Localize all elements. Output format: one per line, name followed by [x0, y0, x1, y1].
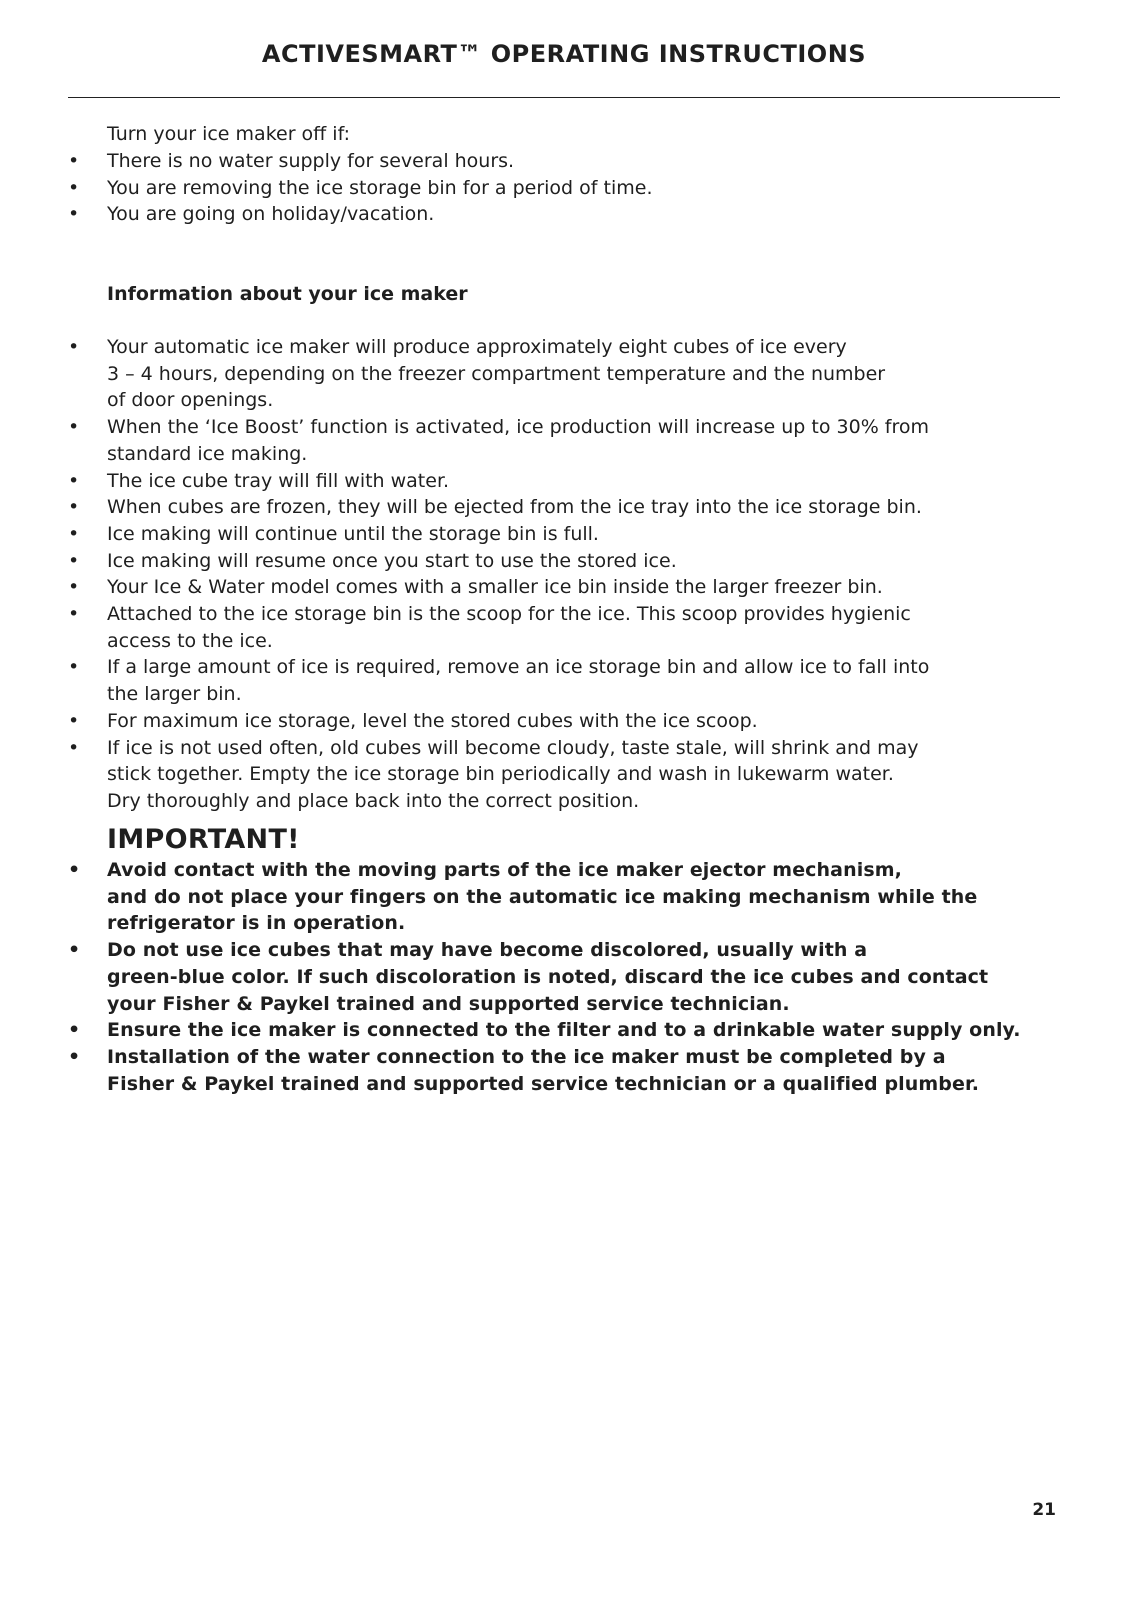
warning-list: [68, 857, 1058, 1097]
header-divider: [68, 97, 1060, 98]
list-item: • You are removing the ice storage bin for a period of time.: [68, 175, 1058, 202]
list-item: • Your automatic ice maker will produce approximately eight cubes of ice every 3 – 4 hours, depending on the freezer compartment temperature and the number of door openings.: [68, 336, 886, 412]
bullet-icon: •: [68, 656, 80, 679]
list-item: • Attached to the ice storage bin is the scoop for the ice. This scoop provides hygienic access to the ice.: [68, 603, 911, 652]
bullet-icon: •: [68, 496, 80, 519]
list-item: • Installation of the water connection to the ice maker must be completed by a Fisher & Paykel trained and supported service technician or a qualified plumber.: [68, 1045, 980, 1095]
list-item: • Do not use ice cubes that may have become discolored, usually with a green-blue color. If such discoloration is noted, discard the ice cubes and contact your Fisher & Paykel trained and supported service technician.: [68, 939, 989, 1015]
bullet-icon: •: [68, 603, 80, 626]
bullet-icon: •: [68, 576, 80, 599]
list-item: • You are going on holiday/vacation.: [68, 201, 1058, 228]
bullet-icon: •: [68, 522, 80, 545]
list-item: • Ice making will resume once you start to use the stored ice.: [68, 548, 1058, 575]
list-item: • When the ‘Ice Boost’ function is activated, ice production will increase up to 30% from standard ice making.: [68, 416, 930, 465]
list-item: • The ice cube tray will fill with water.: [68, 468, 1058, 495]
bullet-icon: •: [68, 736, 80, 759]
list-item: • If a large amount of ice is required, remove an ice storage bin and allow ice to fall into the larger bin.: [68, 656, 930, 706]
bullet-list: [68, 334, 1058, 815]
important-heading: IMPORTANT!: [107, 824, 300, 855]
bullet-icon: •: [68, 939, 81, 962]
page-number: 21: [1032, 1500, 1056, 1520]
bullet-icon: •: [68, 1045, 81, 1068]
bullet-icon: •: [68, 709, 80, 732]
bullet-icon: •: [68, 416, 80, 439]
bullet-icon: •: [68, 336, 80, 358]
list-item: • There is no water supply for several hours.: [68, 148, 1058, 175]
list-item: • For maximum ice storage, level the stored cubes with the ice scoop.: [68, 708, 1058, 735]
ice-maker-info-section: [68, 281, 1058, 815]
bullet-icon: •: [68, 176, 80, 199]
list-item: • Your Ice & Water model comes with a smaller ice bin inside the larger freezer bin.: [68, 574, 1058, 601]
section-heading: Turn your ice maker off if:: [107, 123, 351, 145]
list-item: • When cubes are frozen, they will be ejected from the ice tray into the ice storage bin.: [68, 494, 1058, 521]
important-section: [68, 823, 1058, 1097]
bullet-icon: •: [68, 203, 80, 226]
bullet-icon: •: [68, 549, 80, 572]
section-heading: Information about your ice maker: [107, 283, 468, 305]
list-item: • Avoid contact with the moving parts of the ice maker ejector mechanism, and do not place your fingers on the automatic ice making mechanism while the refrigerator is in operation.: [68, 859, 978, 935]
bullet-list: [68, 148, 1058, 228]
bullet-icon: •: [68, 1019, 81, 1042]
list-item: • Ice making will continue until the storage bin is full.: [68, 521, 1058, 548]
list-item: • If ice is not used often, old cubes will become cloudy, taste stale, will shrink and may stick together. Empty the ice storage bin periodically and wash in lukewarm water. Dry thoroughly and place back into the correct position.: [68, 736, 919, 812]
bullet-icon: •: [68, 150, 80, 172]
list-item: • Ensure the ice maker is connected to the filter and to a drinkable water supply only.: [68, 1017, 1058, 1044]
page-title: ACTIVESMART™ OPERATING INSTRUCTIONS: [261, 40, 867, 68]
ice-maker-off-section: [68, 121, 1058, 228]
bullet-icon: •: [68, 859, 81, 881]
bullet-icon: •: [68, 469, 80, 492]
